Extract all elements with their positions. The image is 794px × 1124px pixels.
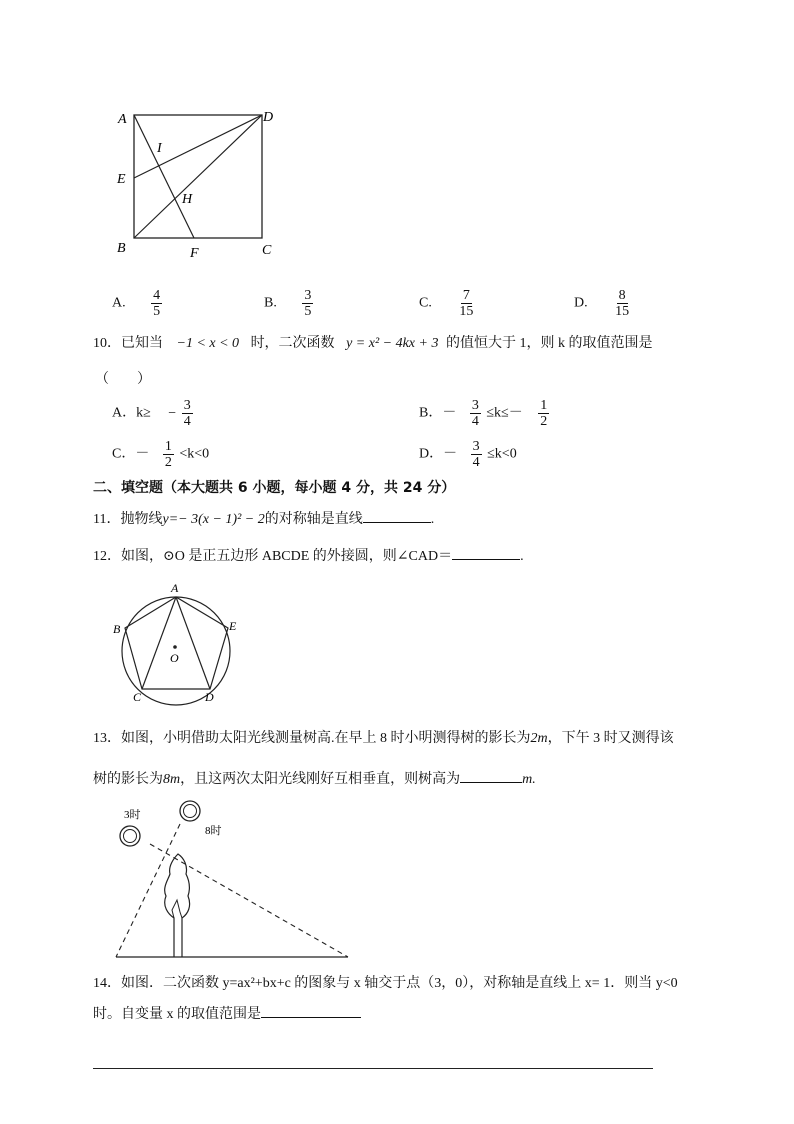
label-h: H [182, 192, 193, 207]
label-i: I [157, 141, 162, 156]
tree-shadow-figure [110, 796, 360, 960]
fraction: $\frac{7}{15}$ [459, 288, 474, 319]
q10-stem: 10．已知当 −1 < x < 0 时，二次函数 y = x² − 4kx + 3 的值恒大于 1，则 k 的取值范围是 [93, 336, 653, 351]
ray-8am [116, 824, 180, 957]
label-c: C [133, 690, 142, 704]
fraction: $\frac{3}{4}$ [471, 398, 479, 429]
fraction: $\frac{3}{5}$ [304, 288, 312, 319]
segment-ad [176, 597, 210, 689]
center-point [173, 645, 177, 649]
q11: 11．抛物线y=− 3(x − 1)² − 2的对称轴是直线 . [93, 512, 435, 527]
q14-line1: 14．如图．二次函数 y=ax²+bx+c 的图象与 x 轴交于点（3，0），对称轴是直线上 x= 1．则当 y<0 [93, 976, 678, 991]
q9-option-a[interactable]: A. $\frac{4}{5}$ [112, 288, 161, 319]
q12: 12．如图，⊙O 是正五边形 ABCDE 的外接圆，则∠CAD＝ . [93, 549, 524, 564]
q9-option-b[interactable]: B. $\frac{3}{5}$ [264, 288, 312, 319]
q14-answer-blank[interactable] [261, 1017, 361, 1018]
q12-answer-blank[interactable] [452, 559, 520, 560]
label-d: D [205, 690, 214, 704]
q11-answer-blank[interactable] [363, 522, 431, 523]
q10-condition: −1 < x < 0 [176, 336, 240, 351]
q11-function: y=− 3(x − 1)² − 2 [162, 512, 265, 527]
q10-option-c[interactable]: C．－ $\frac{1}{2}$ <k<0 [112, 439, 210, 470]
q14-line2: 时。自变量 x 的取值范围是 [93, 1003, 361, 1023]
label-o: O [170, 651, 179, 665]
diagonal-bd [134, 115, 262, 238]
sun-8am-icon [180, 801, 200, 821]
label-b: B [113, 622, 121, 636]
q10-option-a[interactable]: A．k≥ − $\frac{3}{4}$ [112, 398, 191, 429]
q9-option-d[interactable]: D. $\frac{8}{15}$ [574, 288, 630, 319]
square-figure [110, 100, 290, 265]
q13-answer-blank[interactable] [460, 782, 522, 783]
fraction: $\frac{8}{15}$ [615, 288, 630, 319]
fraction: $\frac{1}{2}$ [164, 439, 172, 470]
label-b: B [117, 241, 126, 256]
tree-icon [165, 854, 190, 957]
label-a: A [118, 112, 127, 127]
segment-ed [134, 115, 262, 178]
pentagon-figure [108, 578, 248, 706]
q10-option-d[interactable]: D．－ $\frac{3}{4}$ ≤k<0 [419, 439, 517, 470]
fraction: $\frac{1}{2}$ [540, 398, 548, 429]
footer-rule [93, 1068, 653, 1069]
section-heading: 二、填空题（本大题共 6 小题，每小题 4 分，共 24 分） [93, 480, 456, 496]
q10-answer-paren: （ ） [95, 372, 151, 387]
segment-ac [142, 597, 176, 689]
label-8am: 8时 [205, 825, 222, 837]
q9-option-c[interactable]: C. $\frac{7}{15}$ [419, 288, 474, 319]
fraction: $\frac{3}{4}$ [183, 398, 191, 429]
segment-af [134, 115, 194, 238]
ray-3pm [150, 844, 348, 957]
label-e: E [117, 172, 126, 187]
label-c: C [262, 243, 272, 258]
q13-line1: 13．如图，小明借助太阳光线测量树高.在早上 8 时小明测得树的影长为2m，下午 3 时又测得该 [93, 731, 674, 746]
fraction: $\frac{3}{4}$ [472, 439, 480, 470]
q10-option-b[interactable]: B．－ $\frac{3}{4}$ ≤k≤－ $\frac{1}{2}$ [419, 398, 548, 429]
label-3pm: 3时 [124, 809, 141, 821]
label-a: A [171, 581, 179, 595]
label-e: E [229, 619, 237, 633]
label-d: D [263, 110, 274, 125]
label-f: F [190, 246, 199, 261]
sun-3pm-icon [120, 826, 140, 846]
q10-function: y = x² − 4kx + 3 [346, 336, 439, 351]
q13-line2: 树的影长为8m，且这两次太阳光线刚好互相垂直，则树高为 m. [93, 772, 536, 787]
fraction: $\frac{4}{5}$ [153, 288, 161, 319]
tree-trunk [172, 900, 182, 918]
